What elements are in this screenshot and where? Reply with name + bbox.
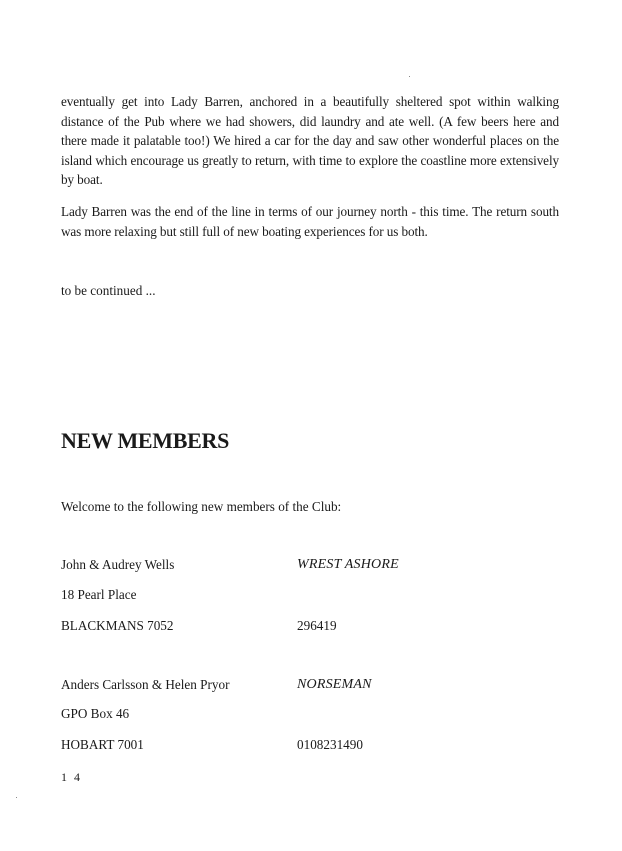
member-name: John & Audrey Wells: [61, 557, 175, 572]
member-address: 18 Pearl Place: [61, 587, 137, 602]
new-members-heading: NEW MEMBERS: [61, 428, 230, 453]
member-address: GPO Box 46: [61, 706, 130, 721]
story-paragraph-1: eventually get into Lady Barren, anchored in a beautifully sheltered spot within walking distance of the Pub where we had showers, did laundry and ate well. (A few beers here and there made it palatable too!) We hired a car for the day and saw other wonderful places on the island which encourage us greatly to return, with time to explore the coastline more extensively by boat.: [61, 94, 559, 187]
member-locality: HOBART 7001: [61, 737, 144, 752]
scan-speck: [409, 76, 410, 77]
story-paragraph-2: Lady Barren was the end of the line in terms of our journey north - this time. The return south was more relaxing but still full of new boating experiences for us both.: [61, 204, 559, 239]
member-boat-name: WREST ASHORE: [297, 557, 399, 572]
member-boat-name: NORSEMAN: [297, 677, 372, 692]
page-number: 1 4: [61, 770, 82, 784]
scan-speck: [16, 797, 17, 798]
member-locality: BLACKMANS 7052: [61, 618, 174, 633]
member-phone: 296419: [297, 618, 337, 633]
member-phone: 0108231490: [297, 737, 363, 752]
to-be-continued: to be continued ...: [61, 283, 156, 298]
member-name: Anders Carlsson & Helen Pryor: [61, 677, 230, 692]
new-members-intro: Welcome to the following new members of the Club:: [61, 499, 342, 514]
